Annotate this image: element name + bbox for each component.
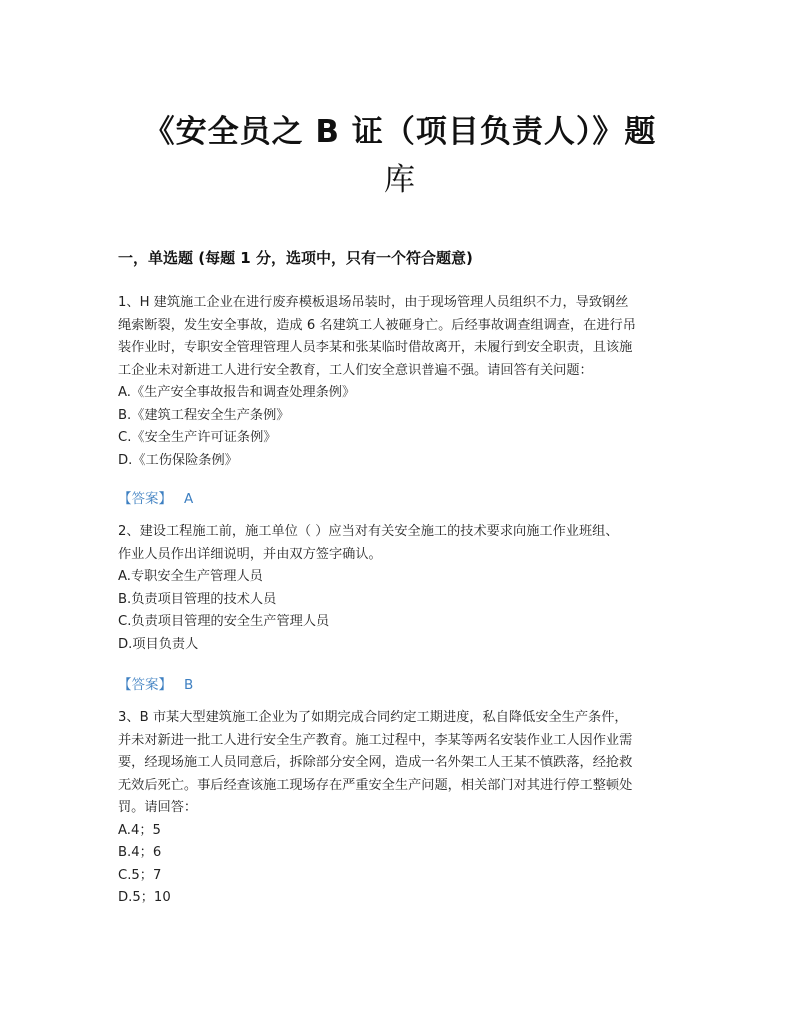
question-stem-line: 工企业未对新进工人进行安全教育，工人们安全意识普遍不强。请回答有关问题：: [118, 362, 593, 378]
question-stem-line: 绳索断裂，发生安全事故，造成 6 名建筑工人被砸身亡。后经事故调查组调查，在进行吊: [118, 317, 636, 333]
question-stem-line: 2、建设工程施工前，施工单位（ ）应当对有关安全施工的技术要求向施工作业班组、: [118, 524, 619, 539]
option-a: A.《生产安全事故报告和调查处理条例》: [118, 385, 356, 400]
document-title: [110, 108, 690, 204]
answer-label: 【答案】: [118, 677, 172, 693]
answer-value: B: [184, 677, 194, 693]
answer-1: [118, 487, 193, 507]
question-stem-line: 作业人员作出详细说明，并由双方签字确认。: [118, 546, 382, 562]
question-stem-line: 要，经现场施工人员同意后，拆除部分安全网，造成一名外架工人王某不慎跌落，经抢救: [118, 755, 633, 770]
question-stem-line: 1、H 建筑施工企业在进行废弃模板退场吊装时，由于现场管理人员组织不力，导致钢丝: [118, 295, 629, 310]
option-c: C.负责项目管理的安全生产管理人员: [118, 614, 330, 629]
title-line-2: 库: [384, 162, 416, 198]
option-d: D.5；10: [118, 890, 171, 905]
question-stem-line: 罚。请回答：: [118, 800, 198, 815]
answer-value: A: [184, 491, 194, 507]
option-a: A.专职安全生产管理人员: [118, 569, 263, 584]
option-b: B.负责项目管理的技术人员: [118, 591, 277, 607]
answer-label: 【答案】: [118, 491, 172, 507]
question-2: [118, 521, 688, 656]
question-stem-line: 3、B 市某大型建筑施工企业为了如期完成合同约定工期进度，私自降低安全生产条件，: [118, 710, 628, 725]
option-d: D.项目负责人: [118, 636, 199, 652]
question-3: [118, 707, 688, 910]
section-heading: 一，单选题 (每题 1 分，选项中，只有一个符合题意): [118, 249, 473, 267]
question-stem-line: 装作业时，专职安全管理管理人员李某和张某临时借故离开，未履行到安全职责，且该施: [118, 340, 633, 355]
option-b: B.4；6: [118, 845, 162, 860]
option-c: C.《安全生产许可证条例》: [118, 430, 277, 445]
option-c: C.5；7: [118, 867, 162, 883]
option-b: B.《建筑工程安全生产条例》: [118, 407, 290, 423]
question-stem-line: 无效后死亡。事后经查该施工现场存在严重安全生产问题，相关部门对其进行停工整顿处: [118, 777, 633, 793]
title-line-1: 《安全员之 B 证（项目负责人）》题: [143, 114, 657, 150]
question-1: [118, 292, 688, 472]
question-stem-line: 并未对新进一批工人进行安全生产教育。施工过程中，李某等两名安装作业工人因作业需: [118, 732, 633, 748]
option-d: D.《工伤保险条例》: [118, 452, 238, 468]
answer-2: [118, 673, 193, 693]
option-a: A.4；5: [118, 822, 161, 838]
